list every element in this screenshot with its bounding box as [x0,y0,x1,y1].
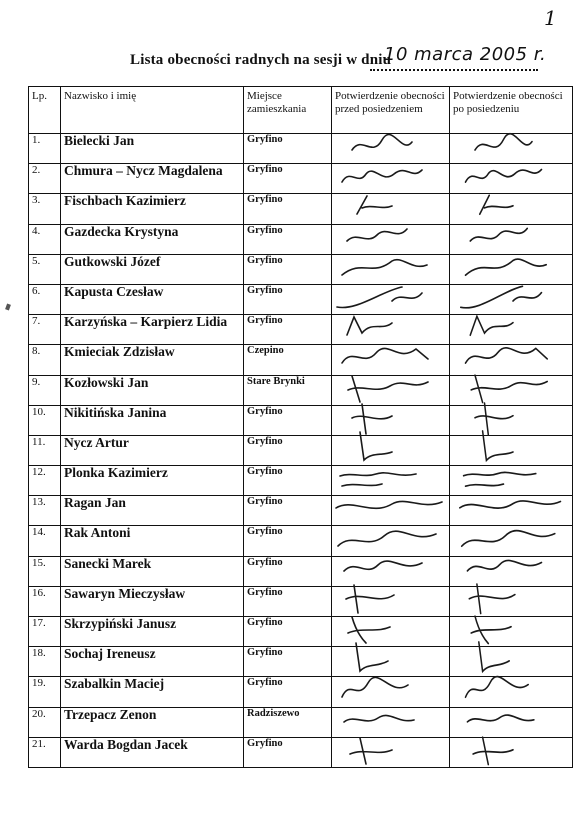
residence: Radziszewo [244,707,332,737]
handwritten-signature [332,734,448,770]
signature-after [450,435,573,465]
councillor-name: Skrzypiński Janusz [61,617,244,647]
row-number: 17. [29,617,61,647]
councillor-name: Karzyńska – Karpierz Lidia [61,315,244,345]
table-row [29,556,573,586]
signature-before [332,405,450,435]
councillor-name: Bielecki Jan [61,134,244,164]
councillor-name: Sawaryn Mieczysław [61,586,244,616]
header-lp: Lp. [29,87,61,134]
row-number: 9. [29,375,61,405]
signature-before [332,164,450,194]
table-row [29,466,573,496]
residence: Gryfino [244,164,332,194]
signature-before [332,466,450,496]
table-row [29,617,573,647]
residence: Gryfino [244,134,332,164]
signature-after [450,134,573,164]
table-row [29,194,573,224]
residence: Czepino [244,345,332,375]
row-number: 7. [29,315,61,345]
councillor-name: Warda Bogdan Jacek [61,737,244,767]
residence: Gryfino [244,315,332,345]
page-number: 1 [544,6,557,30]
signature-after [450,345,573,375]
signature-after [450,224,573,254]
row-number: 1. [29,134,61,164]
signature-before [332,496,450,526]
councillor-name: Ragan Jan [61,496,244,526]
councillor-name: Nycz Artur [61,435,244,465]
residence: Gryfino [244,526,332,556]
row-number: 10. [29,405,61,435]
residence: Gryfino [244,405,332,435]
row-number: 3. [29,194,61,224]
table-row [29,677,573,707]
table-row [29,647,573,677]
signature-before [332,526,450,556]
row-number: 12. [29,466,61,496]
header-after: Potwierdzenie obecności po posiedzeniu [450,87,573,134]
attendance-table [28,86,573,768]
signature-before [332,647,450,677]
residence: Gryfino [244,284,332,314]
row-number: 11. [29,435,61,465]
councillor-name: Fischbach Kazimierz [61,194,244,224]
signature-after [450,707,573,737]
councillor-name: Sanecki Marek [61,556,244,586]
signature-after [450,164,573,194]
councillor-name: Gutkowski Józef [61,254,244,284]
signature-after [450,647,573,677]
row-number: 8. [29,345,61,375]
table-row [29,405,573,435]
table-row [29,254,573,284]
signature-before [332,435,450,465]
signature-after [450,315,573,345]
signature-before [332,254,450,284]
table-row [29,526,573,556]
signature-after [450,284,573,314]
signature-before [332,375,450,405]
signature-before [332,586,450,616]
councillor-name: Gazdecka Krystyna [61,224,244,254]
councillor-name: Kmieciak Zdzisław [61,345,244,375]
table-row [29,345,573,375]
councillor-name: Kapusta Czesław [61,284,244,314]
row-number: 19. [29,677,61,707]
signature-after [450,586,573,616]
signature-after [450,526,573,556]
residence: Gryfino [244,737,332,767]
header-place: Miejsce zamieszkania [244,87,332,134]
signature-after [450,375,573,405]
header-name: Nazwisko i imię [61,87,244,134]
residence: Gryfino [244,435,332,465]
signature-after [450,466,573,496]
handwritten-signature [450,734,566,770]
residence: Gryfino [244,254,332,284]
residence: Gryfino [244,677,332,707]
row-number: 14. [29,526,61,556]
councillor-name: Chmura – Nycz Magdalena [61,164,244,194]
row-number: 4. [29,224,61,254]
signature-before [332,677,450,707]
residence: Gryfino [244,617,332,647]
header-row [29,87,573,134]
table-row [29,435,573,465]
table-row [29,496,573,526]
residence: Gryfino [244,194,332,224]
signature-after [450,556,573,586]
row-number: 5. [29,254,61,284]
row-number: 15. [29,556,61,586]
table-row [29,224,573,254]
signature-after [450,677,573,707]
signature-before [332,617,450,647]
signature-after [450,405,573,435]
margin-mark [5,303,11,310]
signature-after [450,496,573,526]
councillor-name: Kozłowski Jan [61,375,244,405]
signature-before [332,315,450,345]
table-row [29,164,573,194]
residence: Stare Brynki [244,375,332,405]
signature-before [332,284,450,314]
residence: Gryfino [244,496,332,526]
councillor-name: Nikitińska Janina [61,405,244,435]
row-number: 16. [29,586,61,616]
document-title: Lista obecności radnych na sesji w dniu [130,52,392,68]
signature-after [450,194,573,224]
table-row [29,375,573,405]
signature-before [332,224,450,254]
residence: Gryfino [244,586,332,616]
signature-after [450,254,573,284]
row-number: 6. [29,284,61,314]
table-row [29,315,573,345]
table-row [29,134,573,164]
signature-before [332,345,450,375]
header-before: Potwierdzenie obecności przed posiedzeniem [332,87,450,134]
signature-before [332,556,450,586]
signature-after [450,617,573,647]
signature-before [332,134,450,164]
row-number: 13. [29,496,61,526]
row-number: 20. [29,707,61,737]
row-number: 2. [29,164,61,194]
table-row [29,737,573,767]
row-number: 21. [29,737,61,767]
signature-before [332,194,450,224]
residence: Gryfino [244,556,332,586]
councillor-name: Sochaj Ireneusz [61,647,244,677]
row-number: 18. [29,647,61,677]
residence: Gryfino [244,224,332,254]
signature-before [332,737,450,767]
table-row [29,586,573,616]
signature-after [450,737,573,767]
residence: Gryfino [244,647,332,677]
handwritten-date: 10 marca 2005 r. [384,44,547,65]
councillor-name: Trzepacz Zenon [61,707,244,737]
councillor-name: Szabalkin Maciej [61,677,244,707]
residence: Gryfino [244,466,332,496]
councillor-name: Rak Antoni [61,526,244,556]
table-row [29,284,573,314]
councillor-name: Plonka Kazimierz [61,466,244,496]
table-row [29,707,573,737]
signature-before [332,707,450,737]
